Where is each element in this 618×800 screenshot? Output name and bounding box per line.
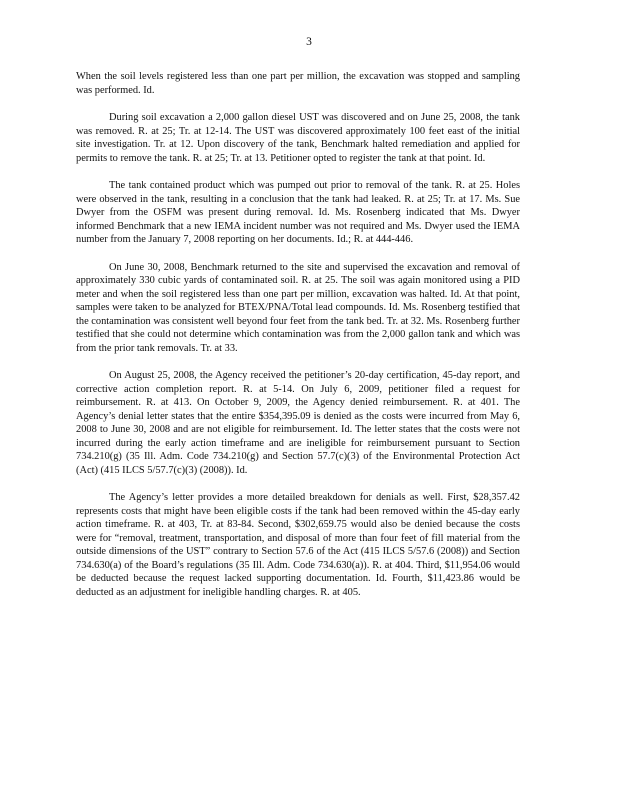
page-number: 3 [306,36,312,48]
paragraph-2: During soil excavation a 2,000 gallon diesel UST was discovered and on June 25, 2008, the tank was removed. R. at 25; Tr. at 12-14. The UST was discovered approximately 100 feet east of the initial site investigation. Tr. at 12. Upon discovery of the tank, Benchmark halted remediation and applied for permits to remove the tank. R. at 25; Tr. at 13. Petitioner opted to register the tank at that point. Id. [76,112,520,164]
document-body [76,70,520,613]
paragraph-1: When the soil levels registered less than one part per million, the excavation was stopped and sampling was performed. Id. [76,71,520,96]
paragraph-6: The Agency’s letter provides a more detailed breakdown for denials as well. First, $28,357.42 represents costs that might have been eligible costs if the tank had been removed within the 45-day early action timeframe. R. at 403, Tr. at 83-84. Second, $302,659.75 would also be denied because the costs were for “removal, treatment, transportation, and disposal of more than four feet of fill material from the outside dimensions of the UST” contrary to Section 57.6 of the Act (415 ILCS 5/57.6 (2008)) and Section 734.630(a) of the Board’s regulations (35 Ill. Adm. Code 734.630(a)). R. at 404. Third, $11,954.06 would be deducted because the request lacked supporting documentation. Id. Fourth, $11,423.86 would be deducted as an adjustment for ineligible handling charges. R. at 405. [76,492,520,598]
paragraph-3: The tank contained product which was pumped out prior to removal of the tank. R. at 25. Holes were observed in the tank, resulting in a conclusion that the tank had leaked. R. at 25; Tr. at 17. Ms. Sue Dwyer from the OSFM was present during removal. Id. Ms. Rosenberg indicated that Ms. Dwyer informed Benchmark that a new IEMA incident number was not required and Ms. Dwyer used the IEMA number from the January 7, 2008 reporting on her documents. Id.; R. at 444-446. [76,180,520,245]
paragraph-4: On June 30, 2008, Benchmark returned to the site and supervised the excavation and removal of approximately 330 cubic yards of contaminated soil. R. at 25. The soil was again monitored using a PID meter and when the soil registered less than one part per million, excavation was halted. Id. At that point, samples were taken to be analyzed for BTEX/PNA/Total lead compounds. Id. Ms. Rosenberg testified that the contamination was consistent well beyond four feet from the tank bed. Tr. at 32. Ms. Rosenberg further testified that she could not determine which contamination was from the 2,000 gallon tank and which was from the prior tank removals. Tr. at 33. [76,261,520,354]
paragraph-5: On August 25, 2008, the Agency received the petitioner’s 20-day certification, 45-day report, and corrective action completion report. R. at 5-14. On July 6, 2009, petitioner filed a request for reimbursement. R. at 413. On October 9, 2009, the Agency denied reimbursement. R. at 401. The Agency’s denial letter states that the entire $354,395.09 is denied as the costs were incurred from May 6, 2008 to June 30, 2008 and are not eligible for reimbursement. Id. The letter states that the costs were not incurred during the early action timeframe and are ineligible for reimbursement pursuant to Section 734.210(g) (35 Ill. Adm. Code 734.210(g) and Section 57.7(c)(3) of the Environmental Protection Act (Act) (415 ILCS 5/57.7(c)(3) (2008)). Id. [76,370,520,476]
